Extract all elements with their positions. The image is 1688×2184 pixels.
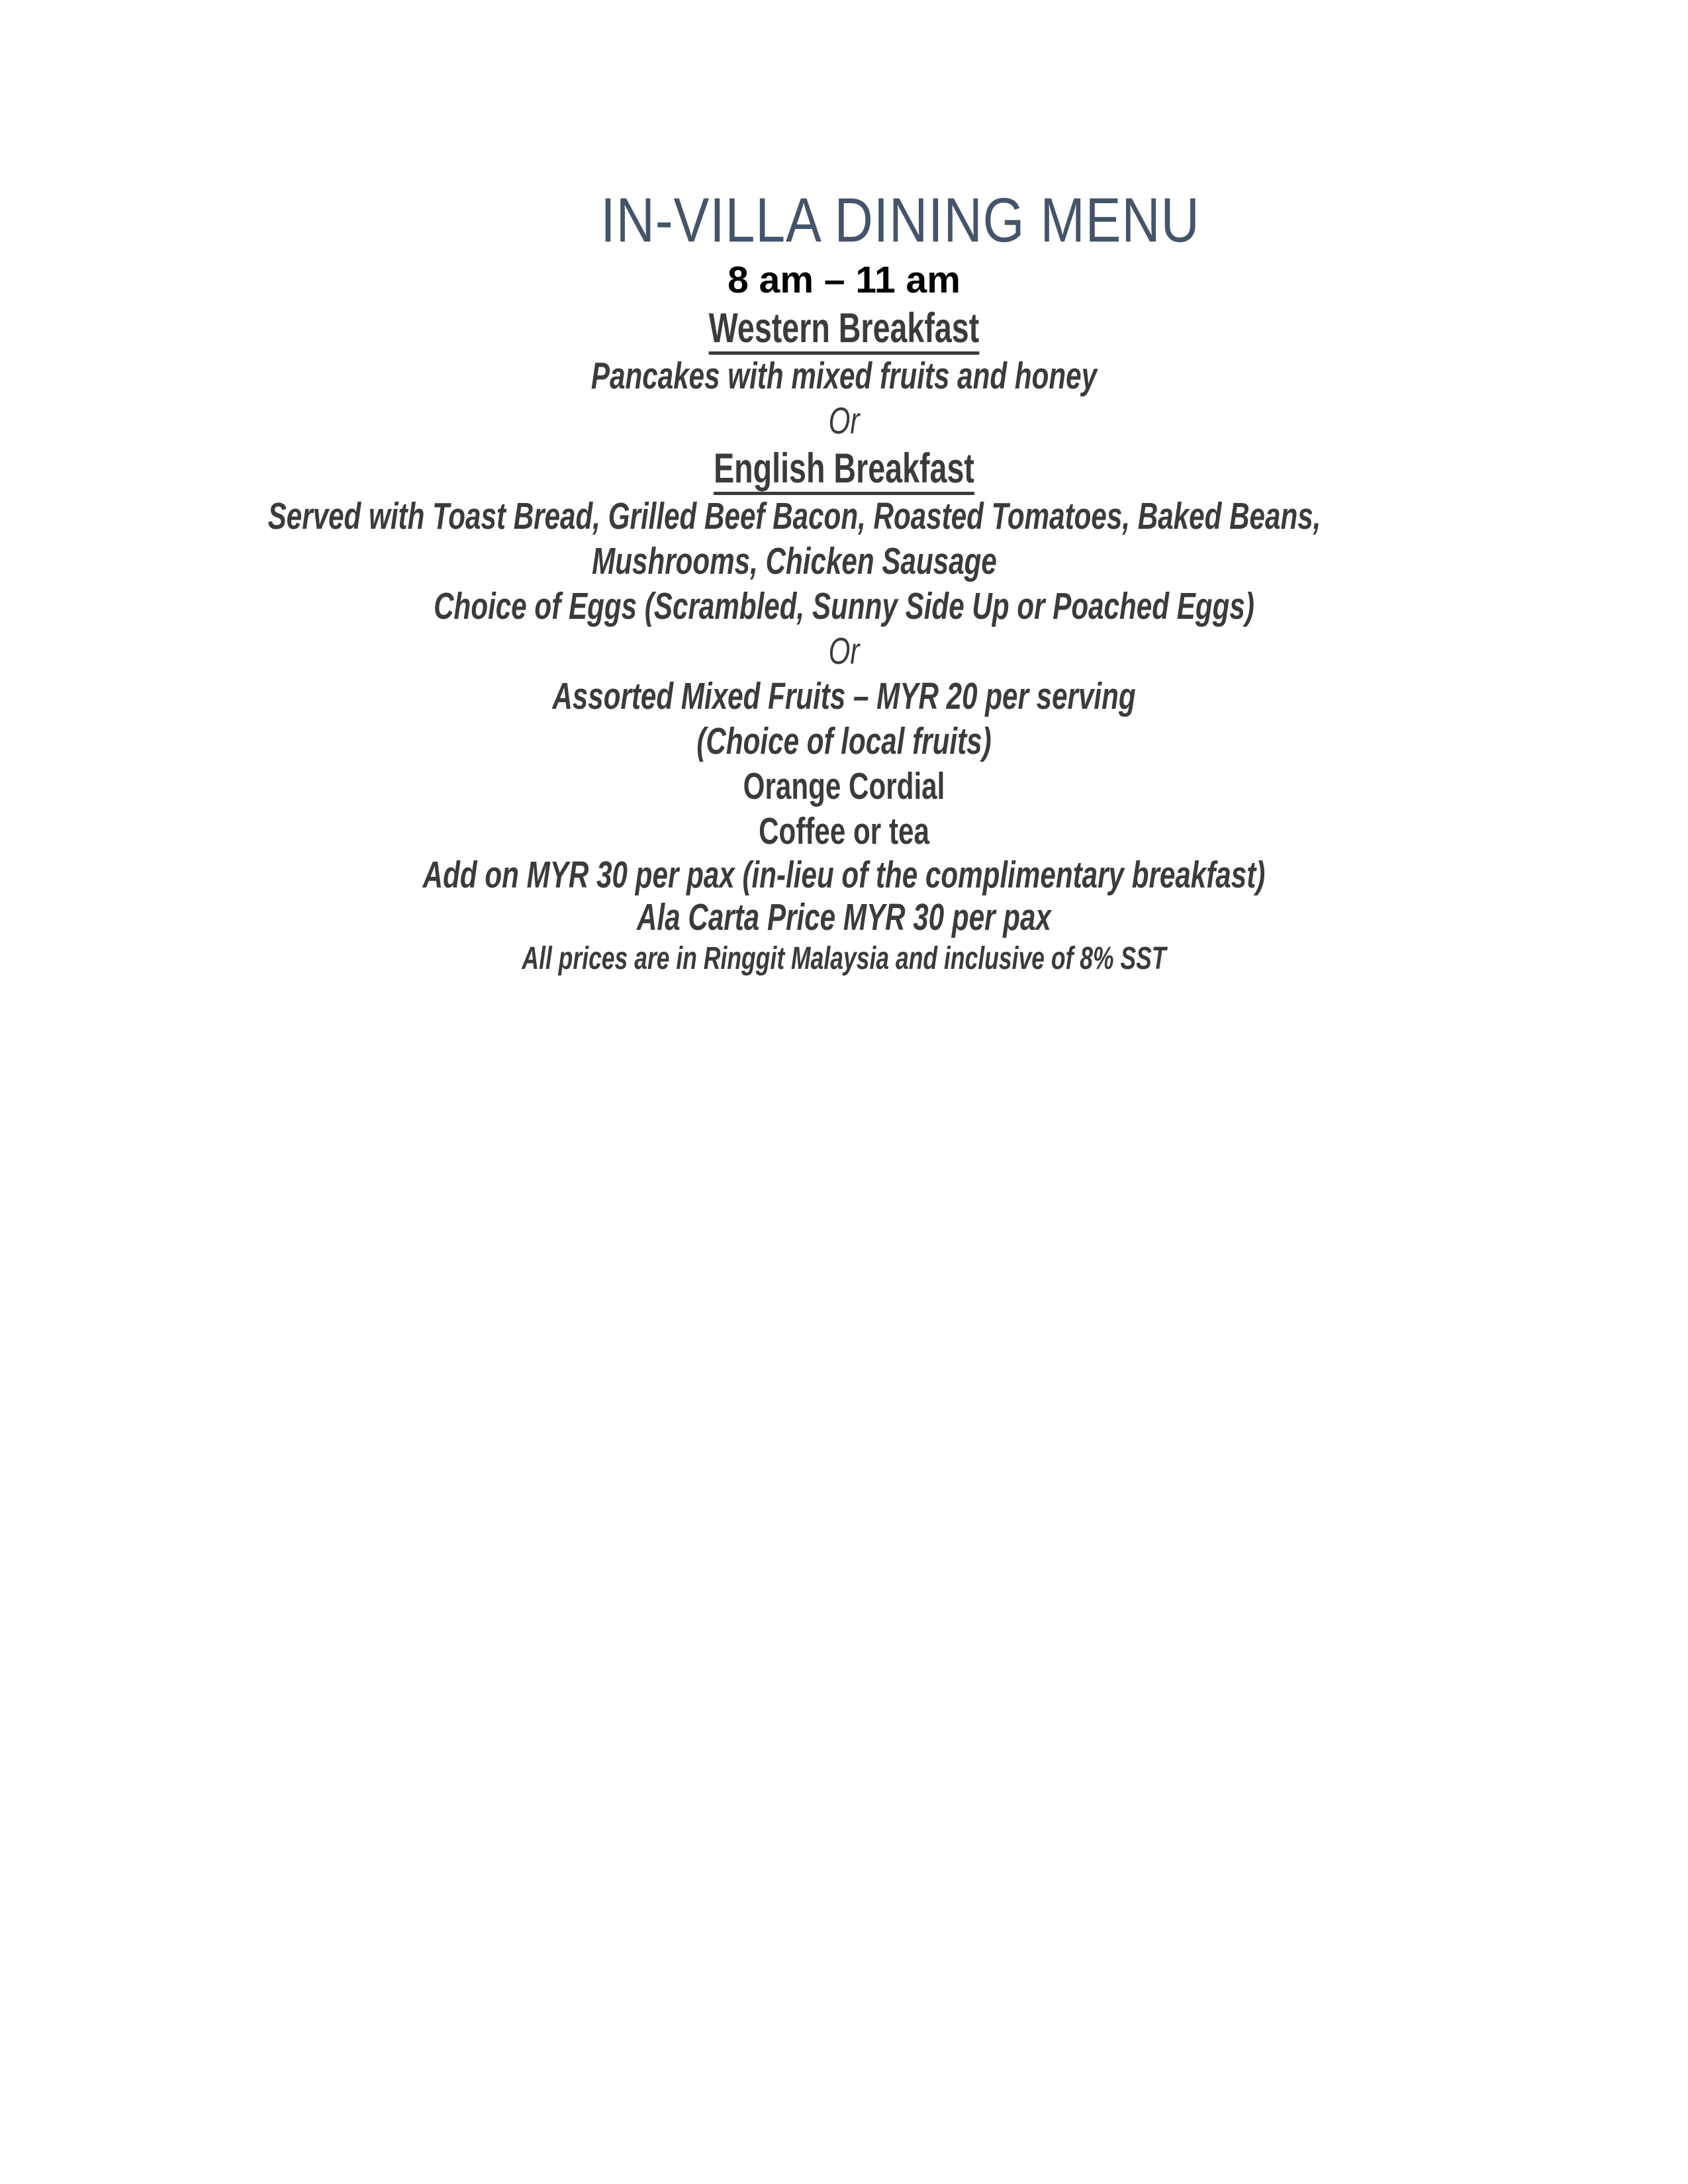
add-on-price-line: Add on MYR 30 per pax (in-lieu of the complimentary breakfast)	[422, 854, 1266, 896]
western-breakfast-heading	[220, 303, 1469, 353]
local-fruits-note: (Choice of local fruits)	[696, 720, 992, 762]
or-separator-2: Or	[828, 630, 860, 672]
assorted-fruits-item: Assorted Mixed Fruits – MYR 20 per serving	[552, 675, 1136, 717]
english-breakfast-heading-text: English Breakfast	[714, 445, 974, 492]
or-separator-1: Or	[828, 400, 860, 442]
ala-carta-price-line: Ala Carta Price MYR 30 per pax	[637, 896, 1051, 938]
english-breakfast-description: Served with Toast Bread, Grilled Beef Bacon, Roasted Tomatoes, Baked Beans, Mushrooms, Chicken Sausage	[267, 495, 1321, 582]
western-breakfast-heading-text: Western Breakfast	[708, 305, 980, 351]
eggs-choice-line: Choice of Eggs (Scrambled, Sunny Side Up or Poached Eggs)	[434, 585, 1254, 627]
english-breakfast-heading	[220, 443, 1469, 494]
western-breakfast-description: Pancakes with mixed fruits and honey	[590, 355, 1098, 397]
serving-hours: 8 am – 11 am	[727, 259, 961, 301]
tax-note-line: All prices are in Ringgit Malaysia and inclusive of 8% SST	[522, 941, 1166, 976]
orange-cordial-item: Orange Cordial	[743, 765, 945, 807]
coffee-or-tea-item: Coffee or tea	[759, 810, 929, 852]
page-title: IN-VILLA DINING MENU	[600, 185, 1200, 255]
